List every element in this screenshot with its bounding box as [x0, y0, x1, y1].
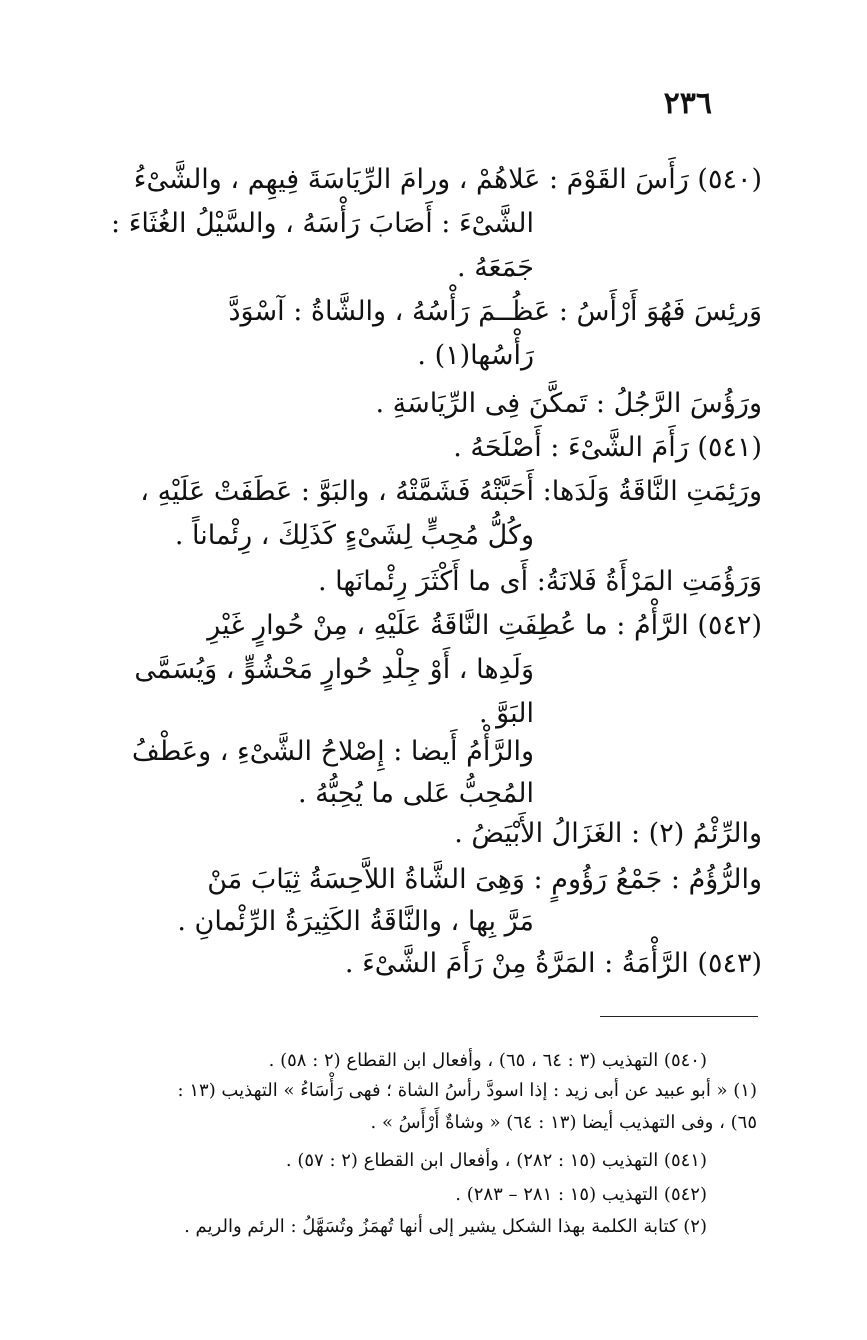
- footnote-line: (٥٤٠) التهذيب (٣ : ٦٤ ، ٦٥) ، وأفعال ابن القطاع (٢ : ٥٨) .: [268, 1050, 707, 1071]
- footnote-line: ٦٥) ، وفى التهذيب أيضا (١٣ : ٦٤) « وشاةٌ أَرْأَسُ » .: [370, 1112, 757, 1133]
- entry-line: (٥٤٣) الرَّأْمَةُ : المَرَّةُ مِنْ رَأَمَ الشَّىْءَ .: [344, 948, 762, 979]
- entry-line: (٥٤١) رَأَمَ الشَّىْءَ : أَصْلَحَهُ .: [453, 432, 762, 463]
- entry-line: وَرئِسَ فَهُوَ أَرْأَسُ : عَظُــمَ رَأْسُهُ ، والشَّاةُ : آسْوَدَّ: [228, 296, 762, 327]
- entry-line: ورَئِمَتِ النَّاقَةُ وَلَدَها: أَحَبَّتْهُ فَشَمَّتْهُ ، والبَوَّ : عَطَفَتْ عَلَيْهِ ،: [140, 476, 762, 507]
- entry-line: البَوَّ .: [479, 698, 534, 729]
- footnote-line: (٥٤٢) التهذيب (١٥ : ٢٨١ – ٢٨٣) .: [455, 1184, 707, 1205]
- entry-line: وَرَؤُمَتِ المَرْأَةُ فَلانَةُ: أَى ما أَكْثَرَ رِئْمانَها .: [317, 566, 762, 597]
- entry-line: والرَّأْمُ أَيضا : إِصْلاحُ الشَّىْءِ ، وعَطْفُ: [131, 736, 534, 767]
- footnote-line: (١) « أبو عبيد عن أبى زيد : إذا اسودَّ رأسُ الشاة ؛ فهى رَأْسَاءُ » التهذيب (١٣ :: [177, 1080, 757, 1101]
- entry-line: وَلَدِها ، أَوْ جِلْدِ حُوارٍ مَحْشُوٍّ ، وَيُسَمَّى: [134, 654, 534, 685]
- entry-line: وكُلُّ مُحِبٍّ لِشَىْءٍ كَذَلِكَ ، رِئْماناً .: [174, 520, 534, 551]
- entry-line: (٥٤٢) الرَّأْمُ : ما عُطِفَتِ النَّاقَةُ عَلَيْهِ ، مِنْ حُوارٍ غَيْرِ: [207, 610, 762, 641]
- page-number: ٢٣٦: [663, 86, 712, 121]
- entry-line: مَرَّ بِها ، والنَّاقَةُ الكَثِيرَةُ الرِّئْمانِ .: [177, 906, 534, 937]
- entry-line: الشَّىْءَ : أَصَابَ رَأْسَهُ ، والسَّيْلُ الغُثَاءَ :: [111, 208, 534, 239]
- entry-line: (٥٤٠) رَأَسَ القَوْمَ : عَلاهُمْ ، ورامَ الرِّيَاسَةَ فِيهِم ، والشَّىْءُ: [133, 164, 762, 195]
- footnote-line: (٥٤١) التهذيب (١٥ : ٢٨٢) ، وأفعال ابن القطاع (٢ : ٥٧) .: [285, 1150, 707, 1171]
- entry-line: المُحِبُّ عَلى ما يُحِبُّهُ .: [298, 778, 534, 809]
- footnote-divider: [600, 1016, 758, 1017]
- entry-line: ورَؤُسَ الرَّجُلُ : تَمكَّنَ فِى الرِّيَاسَةِ .: [375, 388, 762, 419]
- entry-line: والرُّؤُمُ : جَمْعُ رَؤُومٍ : وَهِىَ الشَّاةُ اللاَّحِسَةُ ثِيَابَ مَنْ: [207, 864, 762, 895]
- entry-line: والرِّئْمُ (٢) : الغَزَالُ الأَبْيَضُ .: [454, 818, 762, 849]
- footnote-line: (٢) كتابة الكلمة بهذا الشكل يشير إلى أنها تُهمَزُ وتُسَهَّلُ : الرئم والريم .: [184, 1216, 707, 1237]
- entry-line: جَمَعَهُ .: [457, 252, 534, 283]
- entry-line: رَأْسُها(١) .: [417, 340, 534, 371]
